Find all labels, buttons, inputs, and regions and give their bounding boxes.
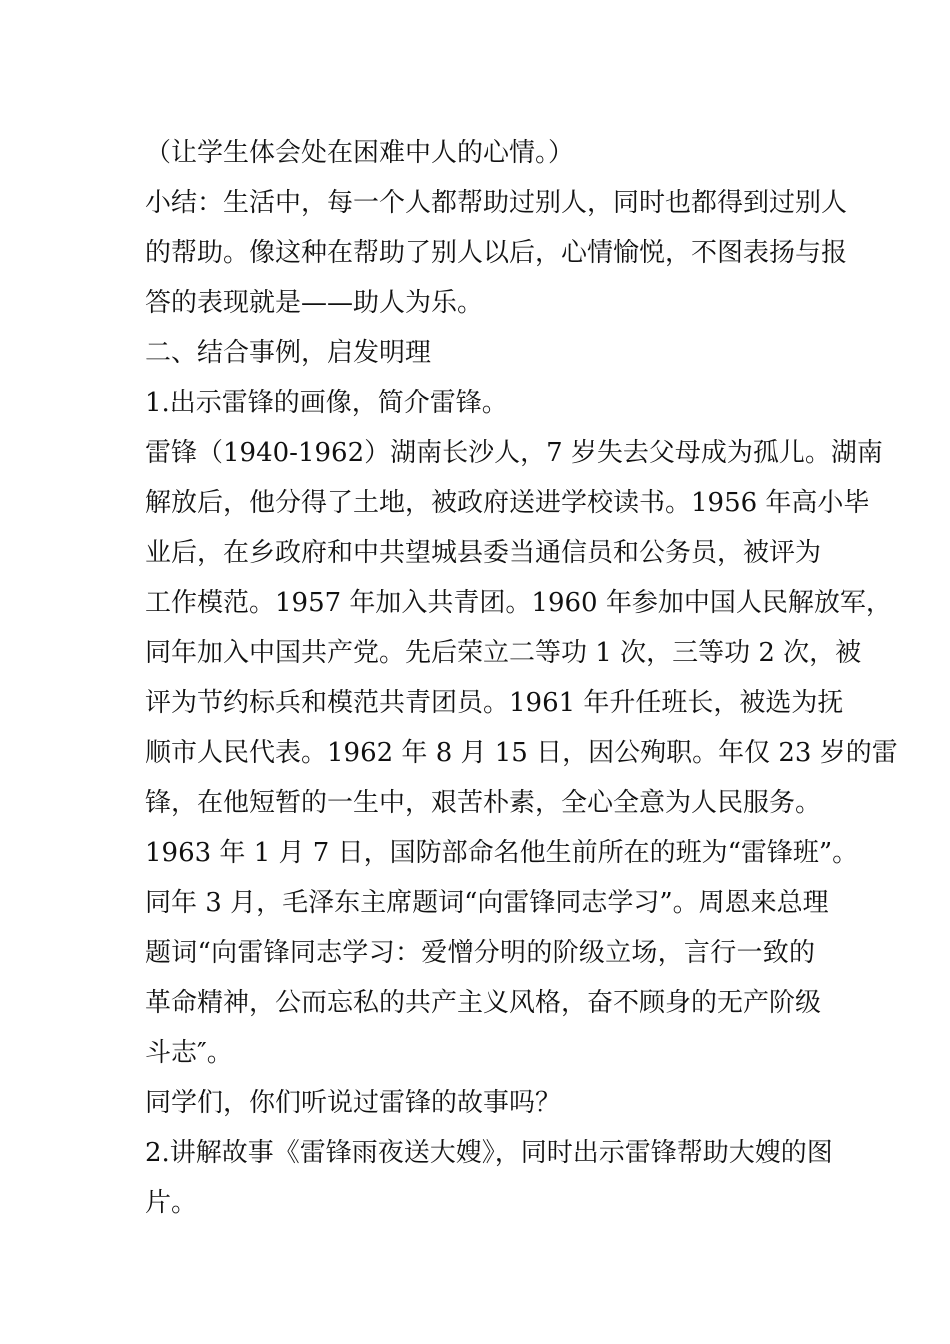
text-line: 顺市人民代表。1962 年 8 月 15 日，因公殉职。年仅 23 岁的雷	[145, 738, 898, 768]
text-line: 同年 3 月，毛泽东主席题词“向雷锋同志学习”。周恩来总理	[145, 888, 829, 918]
text-line: 革命精神，公而忘私的共产主义风格，奋不顾身的无产阶级	[145, 988, 822, 1018]
text-line: 1.出示雷锋的画像，简介雷锋。	[145, 388, 508, 418]
text-line: 评为节约标兵和模范共青团员。1961 年升任班长，被选为抚	[145, 688, 844, 718]
text-line: 答的表现就是——助人为乐。	[145, 288, 484, 318]
text-line: 雷锋（1940-1962）湖南长沙人，7 岁失去父母成为孤儿。湖南	[145, 438, 883, 468]
text-line: 小结：生活中，每一个人都帮助过别人，同时也都得到过别人	[145, 188, 848, 218]
text-line: 1963 年 1 月 7 日，国防部命名他生前所在的班为“雷锋班”。	[145, 838, 859, 868]
text-line: 的帮助。像这种在帮助了别人以后，心情愉悦，不图表扬与报	[145, 238, 848, 268]
text-line: 同年加入中国共产党。先后荣立二等功 1 次，三等功 2 次，被	[145, 638, 862, 668]
text-line: 解放后，他分得了土地，被政府送进学校读书。1956 年高小毕	[145, 488, 870, 518]
document-page	[145, 128, 898, 1228]
text-line: 同学们，你们听说过雷锋的故事吗？	[145, 1088, 562, 1118]
text-line: （让学生体会处在困难中人的心情。）	[145, 138, 575, 168]
text-line: 锋，在他短暂的一生中，艰苦朴素，全心全意为人民服务。	[145, 788, 822, 818]
text-line: 2.讲解故事《雷锋雨夜送大嫂》，同时出示雷锋帮助大嫂的图	[145, 1138, 833, 1168]
section-heading: 二、结合事例，启发明理	[145, 338, 432, 368]
text-line: 工作模范。1957 年加入共青团。1960 年参加中国人民解放军，	[145, 588, 892, 618]
text-line: 片。	[145, 1188, 198, 1218]
text-line: 题词“向雷锋同志学习：爱憎分明的阶级立场，言行一致的	[145, 938, 815, 968]
text-line: 斗志″。	[145, 1038, 233, 1068]
text-line: 业后，在乡政府和中共望城县委当通信员和公务员，被评为	[145, 538, 822, 568]
